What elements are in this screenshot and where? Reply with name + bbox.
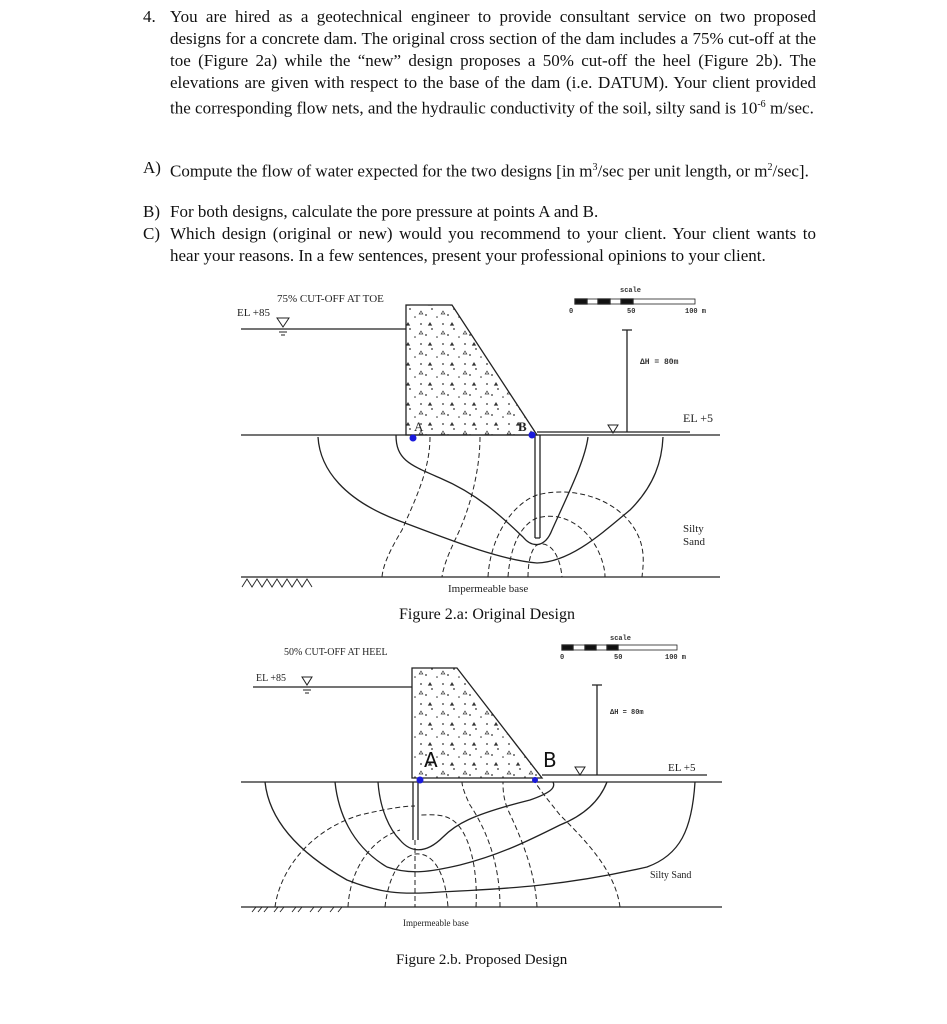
fig-a-point-b: B (518, 419, 527, 434)
fig-b-scale-label: scale (610, 635, 632, 643)
fig-a-base-label: Impermeable base (448, 583, 529, 595)
part-c-label: C) (143, 224, 160, 243)
equipotential-lines (275, 782, 620, 907)
fig-a-soil-1: Silty (683, 523, 704, 535)
question-number: 4. (143, 7, 156, 26)
scale-tick: 100 m (665, 654, 687, 662)
fig-b-point-b: B (543, 748, 557, 772)
water-level-icon (302, 677, 312, 693)
fig-b-point-a: A (424, 748, 438, 772)
equipotential-lines (382, 437, 643, 577)
fig-a-upstream-el: EL +85 (237, 307, 270, 319)
fig-b-title: 50% CUT-OFF AT HEEL (284, 647, 388, 658)
flow-line (335, 782, 607, 872)
part-b-label: B) (143, 202, 160, 221)
fig-b-base-label: Impermeable base (403, 918, 469, 928)
fig-a-head-diff: ΔH = 80m (640, 358, 679, 367)
part-a-t1: Compute the flow of water expected for the two designs [in m (170, 161, 593, 181)
head-diff-marker (622, 330, 632, 432)
scale-tick: 0 (560, 654, 565, 662)
point-a-marker (410, 435, 417, 442)
fig-b-head-diff: ΔH = 80m (610, 709, 644, 717)
sheet-pile-toe (535, 435, 540, 538)
fig-a-scale-label: scale (620, 287, 642, 295)
part-c-text: Which design (original or new) would you recommend to your client. Your client wants to hear your reasons. In a few sentences, present your professional opinions to your client. (170, 224, 816, 265)
scale-tick: 50 (614, 654, 623, 662)
fig-a-soil-2: Sand (683, 536, 705, 548)
flow-line (318, 437, 663, 563)
sup: 3 (592, 162, 598, 173)
fig-b-soil: Silty Sand (650, 870, 692, 881)
fig-a-title: 75% CUT-OFF AT TOE (277, 293, 384, 305)
head-diff-marker (592, 685, 602, 775)
part-a-t3: /sec]. (772, 161, 809, 181)
fig-a-caption: Figure 2.a: Original Design (399, 606, 575, 623)
fig-b-downstream-el: EL +5 (668, 762, 696, 774)
sup: 2 (767, 162, 773, 173)
question-body: You are hired as a geotechnical engineer to provide consultant service on two proposed designs for a concrete dam. The original cross section of the dam includes a 75% cut-off at the toe (Figure 2a) while the “new” design proposes a 50% cut-off the heel (Figure 2b). The elevations are given with respect to the base of the dam (i.e. DATUM). Your client provided the corresponding flow nets, and the hydraulic conductivity of the soil, silty sand is 10 (170, 7, 816, 118)
water-level-icon (277, 318, 289, 335)
flow-line (265, 782, 695, 893)
part-a-label: A) (143, 158, 161, 177)
sheet-pile-heel (413, 782, 418, 840)
exponent: -6 (757, 99, 766, 110)
dam-body (406, 305, 537, 435)
fig-b-caption: Figure 2.b. Proposed Design (396, 952, 568, 968)
flow-line (378, 782, 554, 850)
point-a-marker (417, 777, 424, 784)
part-a-t2: /sec per unit length, or m (597, 161, 768, 181)
point-b-marker (532, 777, 538, 783)
fig-a-downstream-el: EL +5 (683, 411, 713, 425)
fig-b-upstream-el: EL +85 (256, 673, 286, 684)
fig-a-point-a: A (414, 419, 424, 434)
question-units: m/sec. (765, 98, 814, 118)
hatch-icon (242, 579, 312, 587)
figure-a (237, 287, 720, 595)
flow-line (396, 435, 588, 545)
part-b-text: For both designs, calculate the pore pressure at points A and B. (170, 202, 599, 221)
scale-tick: 50 (627, 308, 636, 316)
scale-tick: 100 m (685, 308, 707, 316)
point-b-marker (529, 432, 536, 439)
scale-tick: 0 (569, 308, 574, 316)
hatch-icon (252, 907, 342, 912)
figure-b (241, 635, 722, 928)
water-level-icon (575, 767, 585, 775)
